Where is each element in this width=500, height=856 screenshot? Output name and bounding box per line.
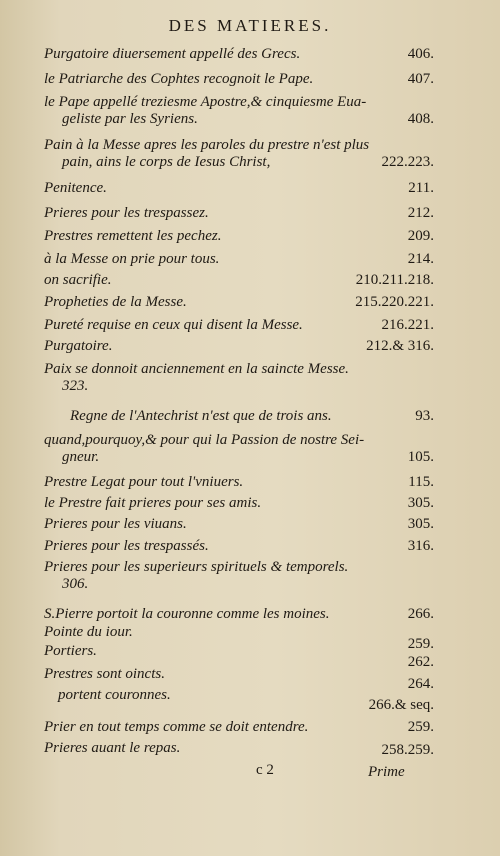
entry-text: Prier en tout temps comme se doit entendre.	[44, 719, 309, 735]
entry-page: 316.	[407, 538, 434, 554]
entry-page: 212.	[407, 205, 434, 221]
entry-page: 214.	[407, 251, 434, 267]
entry-page: 266.& seq.	[368, 697, 434, 713]
entry-text: Portiers.	[44, 643, 97, 659]
entry-text: Pain à la Messe apres les paroles du prestre n'est plus	[44, 137, 370, 153]
entry-page: 264.	[407, 676, 434, 692]
entry-text: Prestres sont oincts.	[44, 666, 165, 682]
page-header: DES MATIERES.	[168, 16, 332, 35]
entry-text: Propheties de la Messe.	[44, 294, 187, 310]
entry-text: Purgatoire.	[44, 338, 113, 354]
entry-text: Prieres pour les viuans.	[44, 516, 187, 532]
entry-text: Regne de l'Antechrist n'est que de trois ans.	[70, 408, 332, 424]
entry-page: 266.	[407, 606, 434, 622]
entry-text: quand,pourquoy,& pour qui la Passion de nostre Sei-	[44, 432, 365, 448]
entry-page: 216.221.	[381, 317, 434, 333]
entry-text: Pureté requise en ceux qui disent la Messe.	[44, 317, 303, 333]
entry-text: Pointe du iour.	[44, 624, 133, 640]
entry-continuation: 323.	[62, 378, 89, 394]
entry-page: 305.	[407, 495, 434, 511]
entry-text: Prestre Legat pour tout l'vniuers.	[44, 474, 244, 490]
entry-text: Paix se donnoit anciennement en la saincte Messe.	[44, 361, 349, 377]
signature-mark: c 2	[256, 762, 274, 778]
entry-text: Prieres pour les trespassés.	[44, 538, 209, 554]
entry-page: 305.	[407, 516, 434, 532]
entry-text: Prieres auant le repas.	[44, 740, 181, 756]
entry-text: Penitence.	[44, 180, 107, 196]
entry-text: on sacrifie.	[44, 272, 112, 288]
entry-text: Purgatoire diuersement appellé des Grecs.	[44, 46, 301, 62]
entry-continuation: geliste par les Syriens.	[62, 111, 198, 127]
entry-page: 406.	[407, 46, 434, 62]
entry-page: 259.	[407, 719, 434, 735]
entry-page: 212.& 316.	[366, 338, 434, 354]
entry-text: Prieres pour les trespassez.	[44, 205, 209, 221]
catchword: Prime	[368, 764, 405, 780]
entry-text: le Prestre fait prieres pour ses amis.	[44, 495, 262, 511]
entry-page: 115.	[408, 474, 434, 490]
entry-page: 209.	[407, 228, 434, 244]
entry-text: le Pape appellé treziesme Apostre,& cinquiesme Eua-	[44, 94, 367, 110]
entry-continuation: gneur.	[62, 449, 100, 465]
entry-page: 258.259.	[381, 742, 434, 758]
entry-text: Prieres pour les superieurs spirituels & temporels.	[44, 559, 349, 575]
entry-text: S.Pierre portoit la couronne comme les moines.	[44, 606, 330, 622]
entry-text: portent couronnes.	[58, 687, 171, 703]
entry-text: le Patriarche des Cophtes recognoit le Pape.	[44, 71, 314, 87]
entry-page: 211.	[408, 180, 434, 196]
entry-page: 215.220.221.	[355, 294, 434, 310]
entry-page: 222.223.	[381, 154, 434, 170]
entry-text: Prestres remettent les pechez.	[44, 228, 222, 244]
entry-page: 262.	[407, 654, 434, 670]
entry-continuation: 306.	[62, 576, 89, 592]
entry-continuation: pain, ains le corps de Iesus Christ,	[62, 154, 271, 170]
entry-page: 259.	[407, 636, 434, 652]
entry-page: 210.211.218.	[355, 272, 434, 288]
entry-page: 408.	[407, 111, 434, 127]
entry-text: à la Messe on prie pour tous.	[44, 251, 220, 267]
entry-page: 93.	[415, 408, 434, 424]
entry-page: 407.	[407, 71, 434, 87]
entry-page: 105.	[407, 449, 434, 465]
